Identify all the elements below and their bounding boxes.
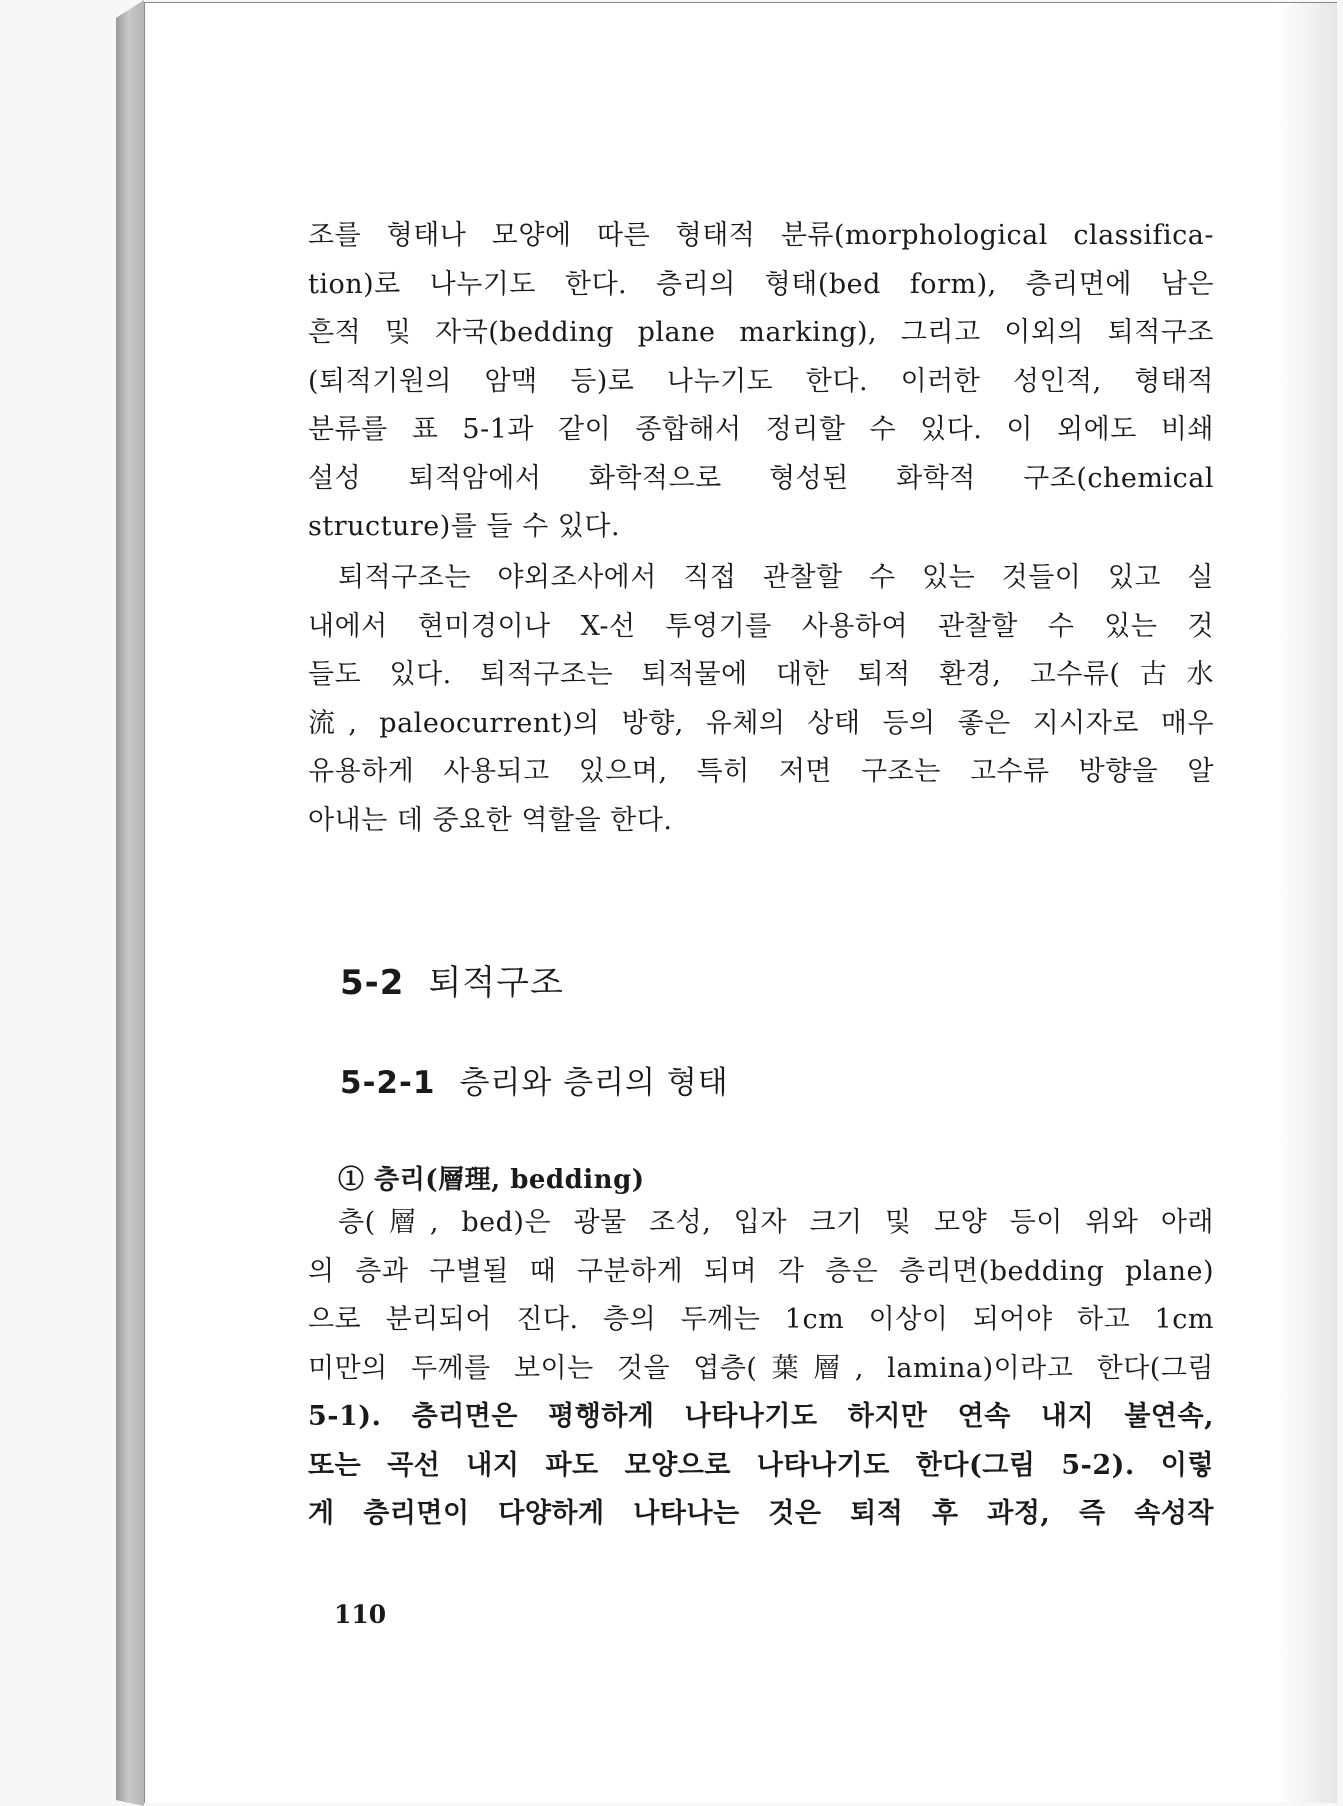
paragraph-line: 내에서 현미경이나 X-선 투영기를 사용하여 관찰할 수 있는 것 (308, 610, 1214, 642)
paragraph-line: 유용하게 사용되고 있으며, 특히 저면 구조는 고수류 방향을 알 (308, 756, 1214, 787)
paragraph-line: 설성 퇴적암에서 화학적으로 형성된 화학적 구조(chemical (308, 462, 1214, 494)
paragraph-1 (308, 212, 1214, 552)
paragraph-line: 조를 형태나 모양에 따른 형태적 분류(morphological classifica- (308, 220, 1214, 251)
paragraph-line: 미만의 두께를 보이는 것을 엽층(葉層, lamina)이라고 한다(그림 (308, 1352, 1214, 1384)
paragraph-line: 들도 있다. 퇴적구조는 퇴적물에 대한 퇴적 환경, 고수류(古水 (308, 659, 1214, 690)
page-edge-shadow (1277, 3, 1337, 1803)
paragraph-line: 퇴적구조는 야외조사에서 직접 관찰할 수 있는 것들이 있고 실 (338, 562, 1214, 593)
paragraph-line: 으로 분리되어 진다. 층의 두께는 1cm 이상이 되어야 하고 1cm (308, 1304, 1214, 1335)
section-title: 퇴적구조 (428, 963, 564, 1003)
paragraph-line: structure)를 들 수 있다. (308, 511, 621, 542)
paragraph-line: 의 층과 구별될 때 구분하게 되며 각 층은 층리면(bedding plane) (308, 1255, 1214, 1287)
section-heading (340, 955, 564, 1004)
paragraph-line: 流, paleocurrent)의 방향, 유체의 상태 등의 좋은 지시자로 매우 (308, 707, 1214, 739)
paragraph-line: 분류를 표 5-1과 같이 종합해서 정리할 수 있다. 이 외에도 비쇄 (308, 414, 1214, 445)
paragraph-line: 흔적 및 자국(bedding plane marking), 그리고 이외의 퇴적구조 (308, 317, 1214, 348)
subsection-heading (340, 1057, 729, 1102)
item-marker: ① (338, 1165, 365, 1195)
paragraph-line: (퇴적기원의 암맥 등)로 나누기도 한다. 이러한 성인적, 형태적 (308, 365, 1214, 397)
subsection-number: 5-2-1 (340, 1065, 436, 1101)
section-number: 5-2 (340, 963, 405, 1003)
paragraph-line: 게 층리면이 다양하게 나타나는 것은 퇴적 후 과정, 즉 속성작 (308, 1498, 1214, 1529)
paragraph-3 (308, 1199, 1214, 1539)
paragraph-2 (308, 554, 1214, 845)
subsection-title: 층리와 층리의 형태 (459, 1065, 729, 1101)
paragraph-line: 아내는 데 중요한 역할을 한다. (308, 804, 673, 836)
item-heading (338, 1159, 645, 1196)
page-number: 110 (334, 1600, 387, 1629)
book-spine (116, 0, 144, 1806)
paragraph-line: tion)로 나누기도 한다. 층리의 형태(bed form), 층리면에 남은 (308, 268, 1214, 300)
paragraph-line: 5-1). 층리면은 평행하게 나타나기도 하지만 연속 내지 불연속, (308, 1401, 1214, 1432)
paragraph-line: 또는 곡선 내지 파도 모양으로 나타나기도 한다(그림 5-2). 이렇 (308, 1449, 1214, 1481)
paragraph-line: 층(層, bed)은 광물 조성, 입자 크기 및 모양 등이 위와 아래 (338, 1207, 1214, 1238)
item-title: 층리(層理, bedding) (374, 1165, 645, 1195)
